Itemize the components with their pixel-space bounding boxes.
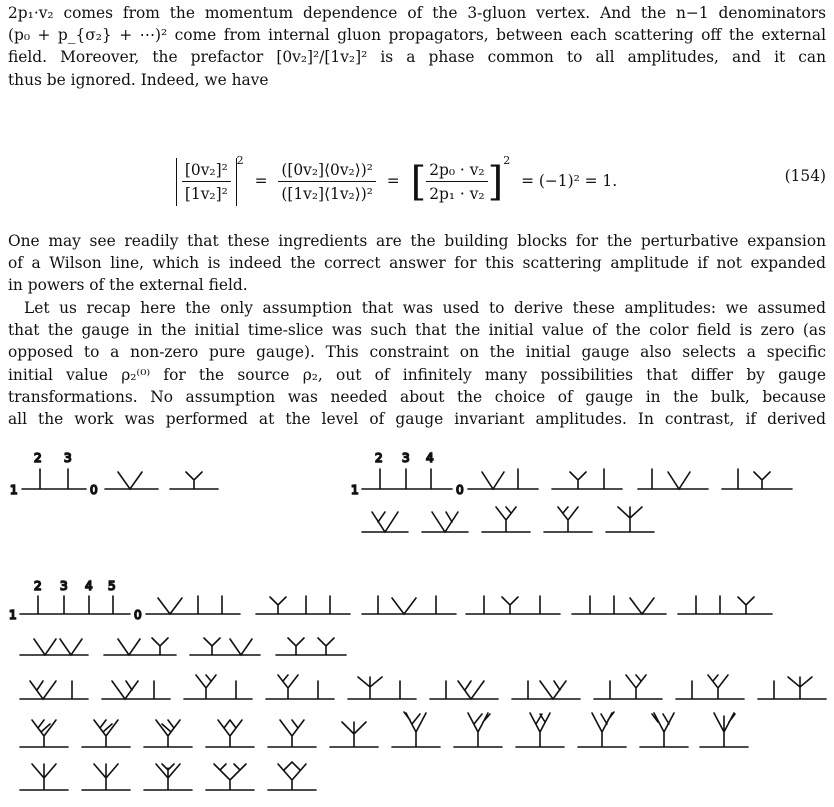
label-left-1: 1 [9, 608, 17, 622]
label-top-3: 3 [64, 451, 72, 465]
label-top-3: 3 [402, 451, 410, 465]
diagram-ytall-i [184, 675, 252, 699]
text-line: One may see readily that these ingredients are the building blocks for the perturbative expansion [8, 232, 826, 250]
label-right-0: 0 [90, 483, 98, 497]
diagram-y-tall [482, 507, 530, 532]
fraction-numerator: [0v₂]² [182, 161, 231, 182]
diagram-tree-d [206, 720, 254, 747]
diagram-trident-i [348, 677, 416, 699]
label-top-2: 2 [34, 451, 42, 465]
diagram-tree-h [454, 713, 502, 747]
text-line: 2p₁·v₂ comes from the momentum dependence of the 3-gluon vertex. And the n−1 denominators [8, 4, 826, 22]
diagram-i-ytall2 [676, 675, 744, 699]
fraction-denominator: [1v₂]² [184, 185, 228, 203]
text-line: thus be ignored. Indeed, we have [8, 70, 269, 89]
diagram-iiv [572, 596, 666, 614]
diagram-tree-a [20, 720, 68, 747]
diagram-vi [468, 469, 538, 489]
diagram-group-n3 [351, 451, 792, 532]
text-line: of a Wilson line, which is indeed the correct answer for this scattering amplitude if not expanded [8, 254, 826, 273]
diagram-iyi [466, 596, 560, 614]
diagram-i-ytall [594, 675, 662, 699]
label-left-1: 1 [351, 483, 359, 497]
text-line: Let us recap here the only assumption that was used to derive these amplitudes: we assumed [24, 299, 826, 317]
diagram-tree-k [640, 713, 688, 747]
diagram-tree-p [206, 764, 254, 790]
diagram-tree-l [700, 713, 748, 747]
label-right-0: 0 [456, 483, 464, 497]
label-left-1: 1 [10, 483, 18, 497]
diagram-trident [606, 507, 654, 532]
diagram-group-n4 [9, 579, 826, 790]
diagram-tree-e [268, 720, 316, 747]
diagram-tree-o [144, 764, 192, 790]
text-line: initial value ρ₂⁽⁰⁾ for the source ρ₂, out of infinitely many possibilities that differ by gauge [8, 365, 826, 384]
diagram-vvnest-i [20, 681, 88, 699]
diagram-i-vynest [512, 681, 580, 699]
diagram-tree-b [82, 720, 130, 747]
diagram-tree-f [330, 722, 378, 747]
diagram-vy-nested [422, 512, 468, 532]
diagram-iiy [678, 596, 772, 614]
diagram-yi [552, 469, 622, 489]
text-line: all the work was performed at the level of gauge invariant amplitudes. In contrast, if derived [8, 410, 826, 429]
diagram-tree-g [392, 712, 440, 747]
label-top-3: 3 [60, 579, 68, 593]
diagram-yy [276, 638, 346, 655]
equation-result: = (−1)² = 1. [521, 172, 618, 190]
label-right-0: 0 [134, 608, 142, 622]
diagram-iy [722, 469, 792, 489]
text-line: opposed to a non-zero pure gauge). This constraint on the initial gauge also selects a specific [8, 343, 826, 362]
fraction-numerator: 2p₀ · v₂ [426, 161, 487, 182]
label-top-5: 5 [108, 579, 116, 593]
diagram-comb [22, 469, 86, 489]
fraction-denominator: 2p₁ · v₂ [429, 185, 485, 203]
label-top-2: 2 [34, 579, 42, 593]
diagram-vii [146, 596, 240, 614]
diagram-tree-c [144, 720, 192, 747]
label-top-4: 4 [85, 579, 93, 593]
diagram-tree-j [578, 712, 626, 747]
diagram-comb [362, 469, 452, 489]
diagram-yii [256, 596, 350, 614]
diagram-ytall2-i [266, 675, 334, 699]
text-line: transformations. No assumption was needed about the choice of gauge in the bulk, because [8, 387, 826, 406]
text-line: that the gauge in the initial time-slice was such that the initial value of the color field is zero (as [8, 321, 826, 340]
diagram-comb [20, 596, 130, 614]
diagram-vv [20, 639, 88, 655]
equation-body: $\frac{\text{[0v₂]²}}{\text{[1v₂]²}}$ $^2$ = $\frac{\text{([0v₂]⟨0v₂⟩)²}}{\text{([1v₂]⟨1v₂⟩)²}}$ = [ $\frac{\text{2p₀ · v₂}}{\text{2p₁ · v₂}}$ ]$^2$ = (−1)² = 1. [176, 154, 617, 206]
text-line: (p₀ + p_{σ₂} + ⋯)² come from internal gluon propagators, between each scattering off the external [8, 26, 826, 45]
diagram-vv-nested [362, 512, 408, 532]
diagram-y [170, 472, 218, 489]
fraction-denominator: ([1v₂]⟨1v₂⟩)² [281, 185, 373, 203]
diagram-tree-i [516, 713, 564, 747]
label-top-2: 2 [375, 451, 383, 465]
diagram-tree-n [82, 764, 130, 790]
diagram-i-trident [758, 677, 826, 699]
diagram-vy [104, 638, 176, 655]
text-line: field. Moreover, the prefactor [0v₂]²/[1v₂]² is a phase common to all amplitudes, and it can [8, 48, 826, 67]
fraction-numerator: ([0v₂]⟨0v₂⟩)² [278, 161, 376, 182]
diagram-iv [638, 469, 708, 489]
equation-number: (154) [784, 167, 826, 185]
diagram-group-n2 [10, 451, 218, 497]
diagram-y-tall-2 [544, 507, 592, 532]
diagram-v [105, 472, 158, 489]
label-top-4: 4 [426, 451, 434, 465]
diagram-vynest-i [102, 681, 170, 699]
diagram-tree-q [268, 762, 316, 790]
diagram-ivi [362, 596, 456, 614]
diagram-yv [190, 638, 260, 655]
diagram-i-vvnest [430, 681, 498, 699]
diagram-tree-m [20, 764, 68, 790]
text-line: in powers of the external field. [8, 276, 248, 295]
